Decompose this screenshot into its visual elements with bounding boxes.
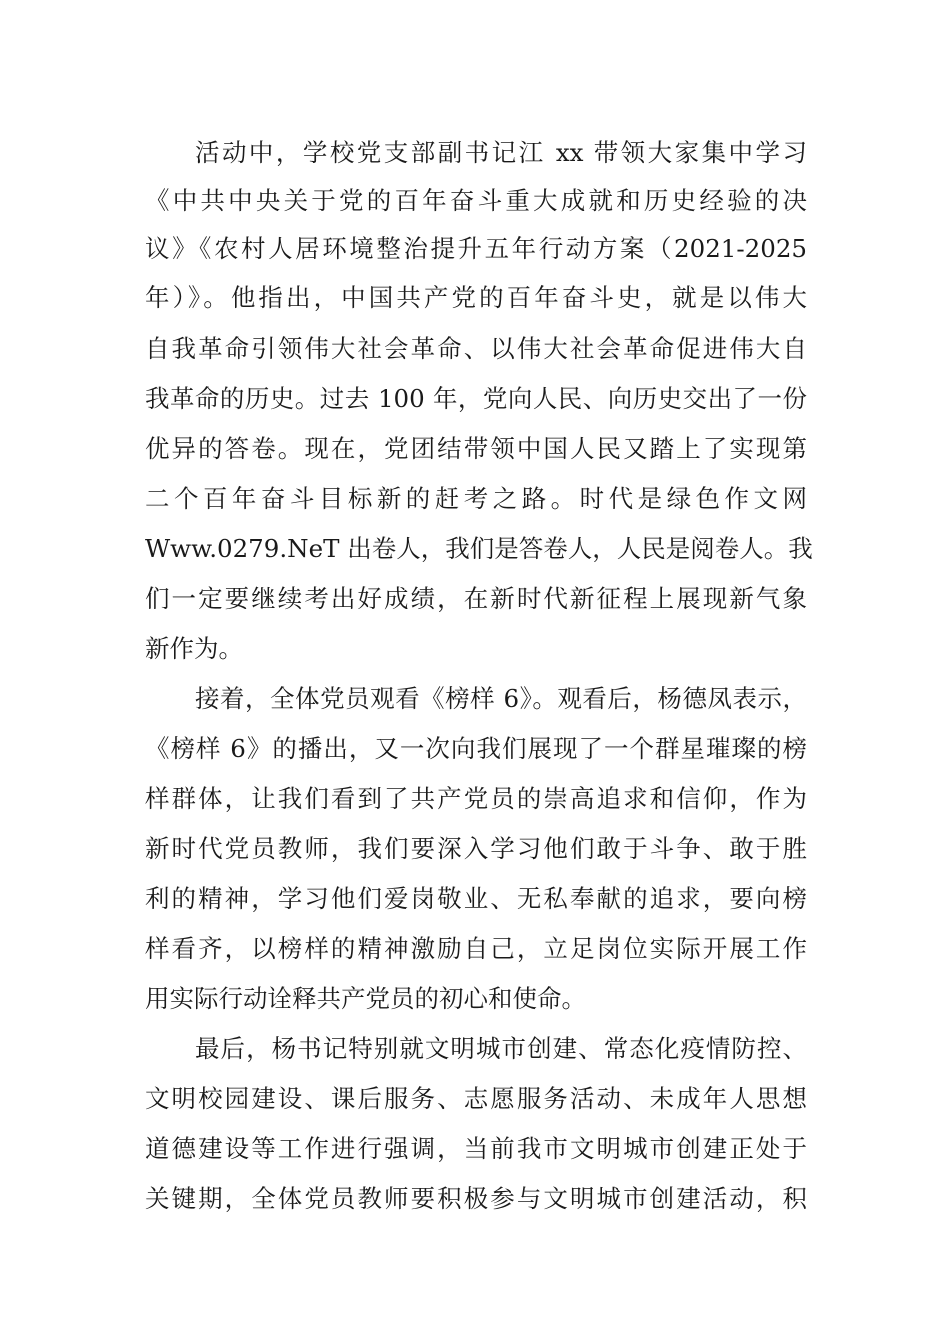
paragraph-1-line-9: Www.0279.NeT 出卷人，我们是答卷人，人民是阅卷人。我	[145, 534, 813, 563]
paragraph-1-line-8: 二个百年奋斗目标新的赶考之路。时代是绿色作文网	[145, 484, 807, 513]
paragraph-1-line-3: 议》《农村人居环境整治提升五年行动方案（2021-2025	[145, 234, 807, 263]
paragraph-1-line-6: 我革命的历史。过去 100 年，党向人民、向历史交出了一份	[145, 384, 807, 413]
paragraph-2-line-4: 新时代党员教师，我们要深入学习他们敢于斗争、敢于胜	[145, 834, 807, 863]
paragraph-2-line-6: 样看齐，以榜样的精神激励自己，立足岗位实际开展工作	[145, 934, 807, 963]
paragraph-2-line-1: 接着，全体党员观看《榜样 6》。观看后，杨德凤表示，	[195, 684, 807, 713]
paragraph-1-line-5: 自我革命引领伟大社会革命、以伟大社会革命促进伟大自	[145, 334, 807, 363]
paragraph-1-line-1: 活动中，学校党支部副书记江 xx 带领大家集中学习	[195, 138, 807, 167]
paragraph-1-line-11: 新作为。	[145, 634, 243, 663]
paragraph-2-line-2: 《榜样 6》的播出，又一次向我们展现了一个群星璀璨的榜	[145, 734, 807, 763]
paragraph-3-line-2: 文明校园建设、课后服务、志愿服务活动、未成年人思想	[145, 1084, 807, 1113]
paragraph-1-line-7: 优异的答卷。现在，党团结带领中国人民又踏上了实现第	[145, 434, 807, 463]
paragraph-3-line-3: 道德建设等工作进行强调，当前我市文明城市创建正处于	[145, 1134, 807, 1163]
paragraph-2-line-3: 样群体，让我们看到了共产党员的崇高追求和信仰，作为	[145, 784, 807, 813]
paragraph-3-line-1: 最后，杨书记特别就文明城市创建、常态化疫情防控、	[195, 1034, 807, 1063]
paragraph-2-line-5: 利的精神，学习他们爱岗敬业、无私奉献的追求，要向榜	[145, 884, 807, 913]
paragraph-1-line-10: 们一定要继续考出好成绩，在新时代新征程上展现新气象	[145, 584, 807, 613]
paragraph-1-line-2: 《中共中央关于党的百年奋斗重大成就和历史经验的决	[145, 186, 807, 215]
paragraph-2-line-7: 用实际行动诠释共产党员的初心和使命。	[145, 984, 586, 1013]
paragraph-1-line-4: 年）》。他指出，中国共产党的百年奋斗史，就是以伟大	[145, 283, 807, 312]
paragraph-3-line-4: 关键期，全体党员教师要积极参与文明城市创建活动，积	[145, 1184, 807, 1213]
